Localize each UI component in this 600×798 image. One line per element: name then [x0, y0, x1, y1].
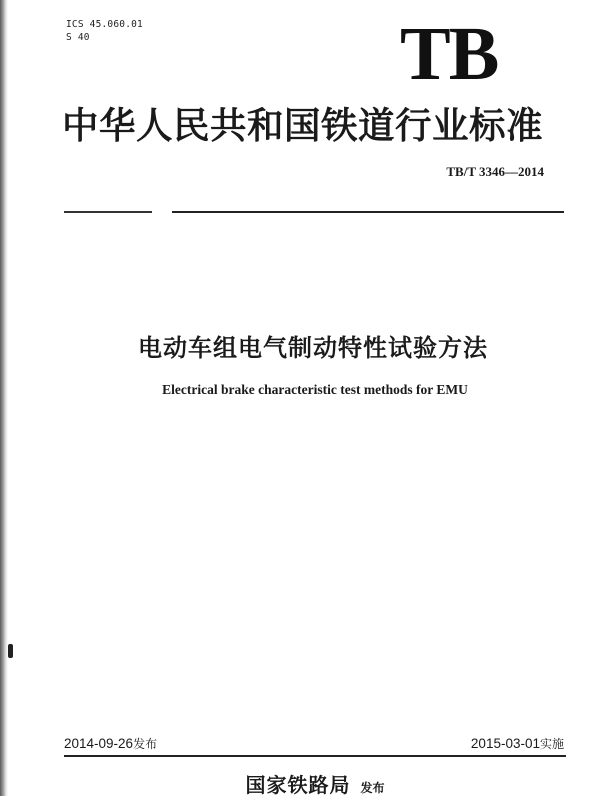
document-title-chinese: 电动车组电气制动特性试验方法	[138, 334, 488, 362]
implementation-date: 2015-03-01	[470, 736, 540, 751]
publisher-action: 发布	[360, 781, 385, 795]
publisher-line	[0, 769, 600, 798]
standard-type-title: 中华人民共和国铁道行业标准	[62, 104, 543, 147]
implementation-label: 实施	[539, 737, 564, 751]
standard-number: TB/T 3346—2014	[446, 164, 544, 179]
footer-rule	[64, 755, 566, 757]
implementation-date-block	[471, 735, 564, 752]
class-code: S 40	[66, 32, 90, 43]
scan-artifact	[8, 644, 13, 658]
document-title-english: Electrical brake characteristic test methods for EMU	[162, 382, 468, 397]
issue-label: 发布	[133, 737, 158, 751]
classification-codes	[66, 18, 143, 44]
header-rule-left	[64, 211, 152, 213]
ics-code: ICS 45.060.01	[66, 19, 143, 30]
issue-date-block	[64, 735, 157, 752]
header-rule-right	[172, 211, 564, 213]
tb-logo: TB	[400, 12, 498, 96]
publisher-name: 国家铁路局	[245, 773, 351, 797]
scan-edge-shadow	[0, 0, 8, 796]
issue-date: 2014-09-26	[64, 736, 134, 751]
